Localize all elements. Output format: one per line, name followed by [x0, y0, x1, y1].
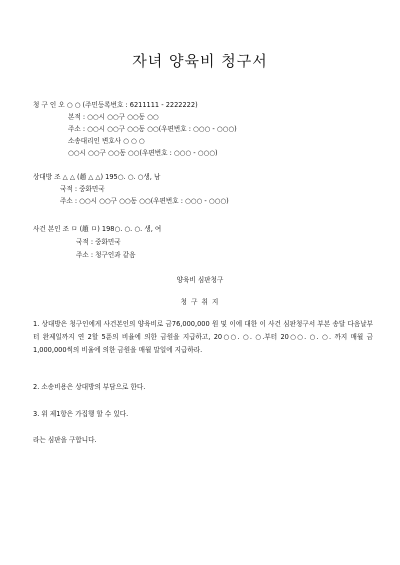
section-title: 청 구 취 지	[180, 298, 220, 306]
case-name: 양육비 심판청구	[176, 276, 224, 284]
respondent-nationality: 국적 : 중화민국	[60, 185, 105, 193]
claimant-address: 주소 : ○○시 ○○구 ○○동 ○○(우편번호 : ○○○ - ○○○)	[68, 125, 237, 133]
principal-address: 주소 : 청구인과 같음	[76, 251, 136, 259]
document-title: 자녀 양육비 청구서	[132, 52, 268, 70]
closing-line: 라는 심판을 구합니다.	[33, 436, 97, 444]
attorney-address: ○○시 ○○구 ○○동 ○○(우편번호 : ○○○ - ○○○)	[68, 149, 218, 157]
claimant-domicile: 본적 : ○○시 ○○구 ○○동 ○○	[68, 113, 159, 121]
claimant-line: 청 구 인 오 ○ ○ (주민등록번호 : 6211111 - 2222222)	[33, 101, 198, 109]
respondent-line: 상대방 조 △ △ (趙 △ △) 195○. ○. ○생, 남	[33, 173, 161, 181]
attorney-line: 소송대리인 변호사 ○ ○ ○	[68, 137, 145, 145]
principal-line: 사건 본인 조 ㅁ (趙 ㅁ) 198○. ○. ○. 생, 여	[33, 225, 162, 233]
claim-item-3: 3. 위 제1항은 가집행 할 수 있다.	[33, 410, 129, 418]
claim-item-2: 2. 소송비용은 상대방의 부담으로 한다.	[33, 383, 146, 391]
respondent-address: 주소 : ○○시 ○○구 ○○동 ○○(우편번호 : ○○○ - ○○○)	[60, 197, 229, 205]
claim-item-1: 1. 상대방은 청구인에게 사건본인의 양육비로 금76,000,000 원 및 이에 대한 이 사건 심판청구서 부본 송달 다음날부터 완제일까지 연 2할 5푼의 비율에 의한 금원을 지급하고, 20○○. ○. ○.부터 20○○. ○. ○. 까지 매월 금 1,000,000씩의 비율에 의한 금원을 매월 말일에 지급하라.	[33, 320, 373, 354]
principal-nationality: 국적 : 중화민국	[76, 238, 121, 246]
